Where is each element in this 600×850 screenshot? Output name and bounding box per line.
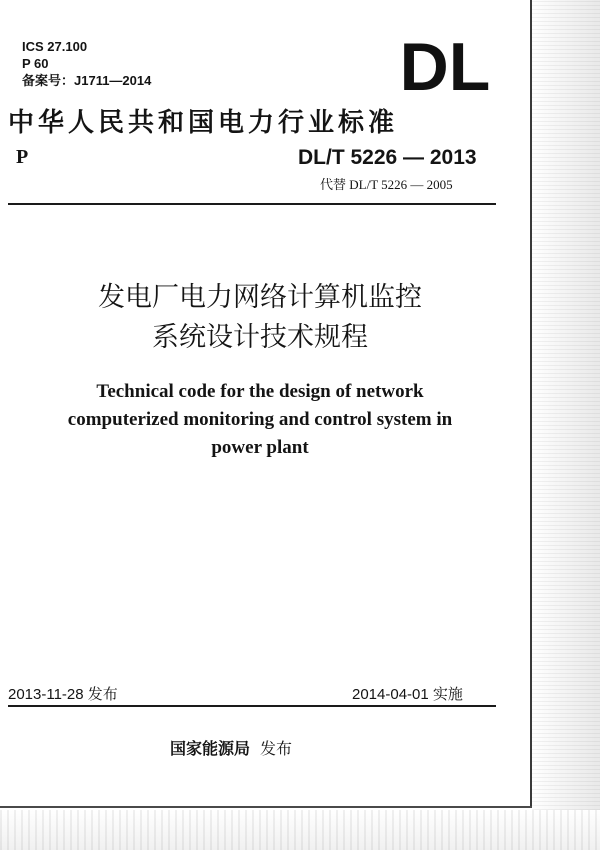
publisher-org: 国家能源局	[170, 739, 251, 758]
title-english	[0, 378, 520, 462]
publisher	[170, 736, 292, 759]
footer-rule	[8, 705, 496, 707]
dl-logo	[398, 36, 492, 94]
title-en-line: Technical code for the design of network	[96, 381, 424, 402]
title-chinese	[0, 278, 520, 358]
standard-number: DL/T 5226 — 2013	[298, 146, 477, 169]
replaces-standard: 代替 DL/T 5226 — 2005	[320, 177, 453, 192]
record-number: 备案号：J1711—2014	[22, 73, 152, 88]
publisher-action: 发布	[260, 739, 293, 758]
classification-block	[22, 38, 151, 89]
scan-edge-right	[532, 0, 600, 850]
title-en-line: computerized monitoring and control system in	[67, 409, 453, 430]
category-letter: P	[16, 146, 29, 168]
class-code: P 60	[22, 56, 49, 71]
title-cn-line: 发电厂电力网络计算机监控	[98, 282, 422, 313]
ics-code: ICS 27.100	[22, 39, 88, 54]
page-edge-vertical	[530, 0, 532, 808]
header-rule	[8, 203, 496, 205]
scan-edge-bottom	[0, 810, 600, 850]
org-title: 中华人民共和国电力行业标准	[8, 108, 399, 138]
issue-date: 2013-11-28 发布	[8, 686, 118, 703]
title-cn-line: 系统设计技术规程	[152, 322, 368, 353]
implementation-date: 2014-04-01 实施	[352, 686, 463, 703]
page-edge-horizontal	[0, 806, 532, 808]
title-en-line: power plant	[211, 437, 309, 458]
dl-logo-text: DL	[399, 36, 491, 94]
